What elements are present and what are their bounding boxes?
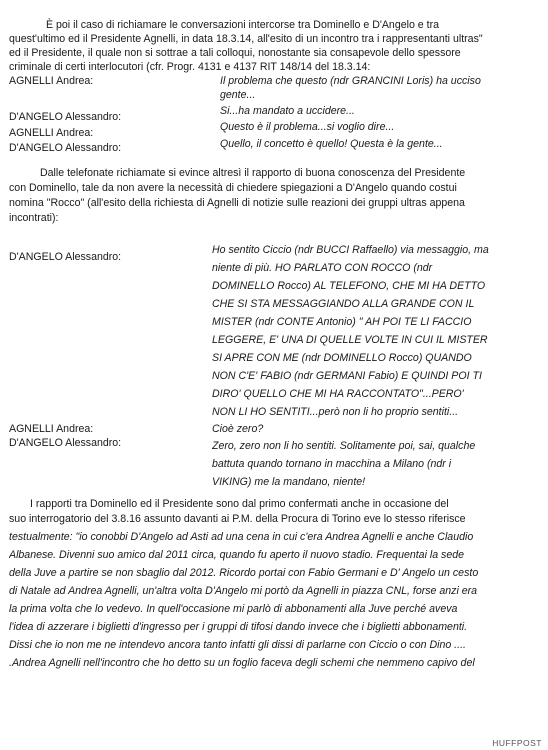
dialogue1-text-4: Quello, il concetto è quello! Questa è la gente... — [220, 138, 443, 150]
closing-line-7: la prima volta che lo vedevo. In quell'occasione mi parlò di abbonamenti alla Juve perché aveva — [9, 603, 458, 615]
dialogue2-speaker-2: AGNELLI Andrea: — [9, 423, 94, 435]
dialogue1-text-2: Si...ha mandato a uccidere... — [220, 105, 355, 117]
closing-line-5: della Juve a partire se non sbaglio dal 2012. Ricordo portai con Fabio Germani e D' Angelo un cesto — [9, 567, 479, 579]
dialogue2-text-1c: DOMINELLO Rocco) AL TELEFONO, CHE MI HA DETTO — [212, 280, 486, 292]
dialogue1-speaker-2: D'ANGELO Alessandro: — [9, 111, 122, 123]
dialogue2-text-1i: DIRO' QUELLO CHE MI HA RACCONTATO"...PERO' — [212, 388, 464, 400]
dialogue1-text-1b: gente... — [220, 89, 256, 101]
dialogue2-speaker-1: D'ANGELO Alessandro: — [9, 251, 122, 263]
intro-line-1: È poi il caso di richiamare le conversazioni intercorse tra Dominello e D'Angelo e tra — [46, 19, 439, 31]
closing-line-8: l'idea di azzerare i biglietti d'ingresso per i gruppi di tifosi dando invece che i biglietti abbonamenti. — [9, 621, 468, 633]
dialogue2-text-1h: NON C'E' FABIO (ndr GERMANI Fabio) E QUINDI POI TI — [212, 370, 482, 382]
dialogue1-speaker-4: D'ANGELO Alessandro: — [9, 142, 122, 154]
dialogue2-text-1b: niente di più. HO PARLATO CON ROCCO (ndr — [212, 262, 433, 274]
closing-line-6: di Natale ad Andrea Agnelli, un'altra volta D'Angelo mi portò da Agnelli in piazza CNL, forse anzi era — [9, 585, 478, 597]
dialogue2-text-1g: SI APRE CON ME (ndr DOMINELLO Rocco) QUANDO — [212, 352, 472, 364]
dialogue1-text-1a: Il problema che questo (ndr GRANCINI Loris) ha ucciso — [220, 75, 481, 87]
closing-line-4: Albanese. Divenni suo amico dal 2011 circa, quando fu aperto il nuovo stadio. Frequentai la sede — [9, 549, 465, 561]
dialogue2-text-1e: MISTER (ndr CONTE Antonio) " AH POI TE LI FACCIO — [212, 316, 472, 328]
closing-line-3: testualmente: "io conobbi D'Angelo ad Asti ad una cena in cui c'era Andrea Agnelli e anche Claudio — [9, 531, 474, 543]
dialogue2-text-1a: Ho sentito Ciccio (ndr BUCCI Raffaello) via messaggio, ma — [212, 244, 489, 256]
dialogue2-speaker-3: D'ANGELO Alessandro: — [9, 437, 122, 449]
intro-line-2: quest'ultimo ed il Presidente Agnelli, in data 18.3.14, all'esito di un incontro tra i rappresentanti ultras" — [9, 33, 483, 45]
watermark-logo: HUFFPOST — [492, 738, 542, 748]
dialogue2-text-3b: battuta quando tornano in macchina a Milano (ndr i — [212, 458, 452, 470]
closing-line-2: suo interrogatorio del 3.8.16 assunto davanti ai P.M. della Procura di Torino eve lo stesso riferisce — [9, 513, 466, 525]
dialogue2-text-3a: Zero, zero non li ho sentiti. Solitamente poi, sai, qualche — [212, 440, 476, 452]
closing-line-9: Dissi che io non me ne intendevo ancora tanto infatti gli dissi di parlarne con Ciccio o con Dino .... — [9, 639, 466, 651]
closing-line-10: .Andrea Agnelli nell'incontro che ho detto su un foglio faceva degli schemi che nemmeno capivo del — [9, 657, 475, 669]
dialogue2-text-3c: VIKING) me la mandano, niente! — [212, 476, 366, 488]
intro-line-4: criminale di certi interlocutori (cfr. Progr. 4131 e 4137 RIT 148/14 del 18.3.14: — [9, 61, 371, 73]
dialogue2-text-1d: CHE SI STA MESSAGGIANDO ALLA GRANDE CON IL — [212, 298, 475, 310]
dialogue2-text-2: Cioè zero? — [212, 423, 264, 435]
dialogue1-speaker-1: AGNELLI Andrea: — [9, 75, 94, 87]
middle-line-2: con Dominello, tale da non avere la necessità di chiedere spiegazioni a D'Angelo quando costui — [9, 182, 457, 194]
middle-line-1: Dalle telefonate richiamate si evince altresì il rapporto di buona conoscenza del Presidente — [40, 167, 466, 179]
dialogue2-text-1j: NON LI HO SENTITI...però non li ho proprio sentiti... — [212, 406, 459, 418]
middle-line-4: incontrati): — [9, 212, 59, 224]
closing-line-1: I rapporti tra Dominello ed il Presidente sono dal primo confermati anche in occasione del — [30, 498, 449, 510]
dialogue1-text-3: Questo è il problema...si voglio dire... — [220, 121, 395, 133]
intro-line-3: ed il Presidente, il quale non si sottrae a tali colloqui, nonostante sia consapevole dello spessore — [9, 47, 461, 59]
middle-line-3: nomina "Rocco" (all'esito della richiesta di Agnelli di notizie sulle reazioni dei gruppi ultras appena — [9, 197, 465, 209]
dialogue1-speaker-3: AGNELLI Andrea: — [9, 127, 94, 139]
dialogue2-text-1f: LEGGERE, E' UNA DI QUELLE VOLTE IN CUI IL MISTER — [212, 334, 488, 346]
